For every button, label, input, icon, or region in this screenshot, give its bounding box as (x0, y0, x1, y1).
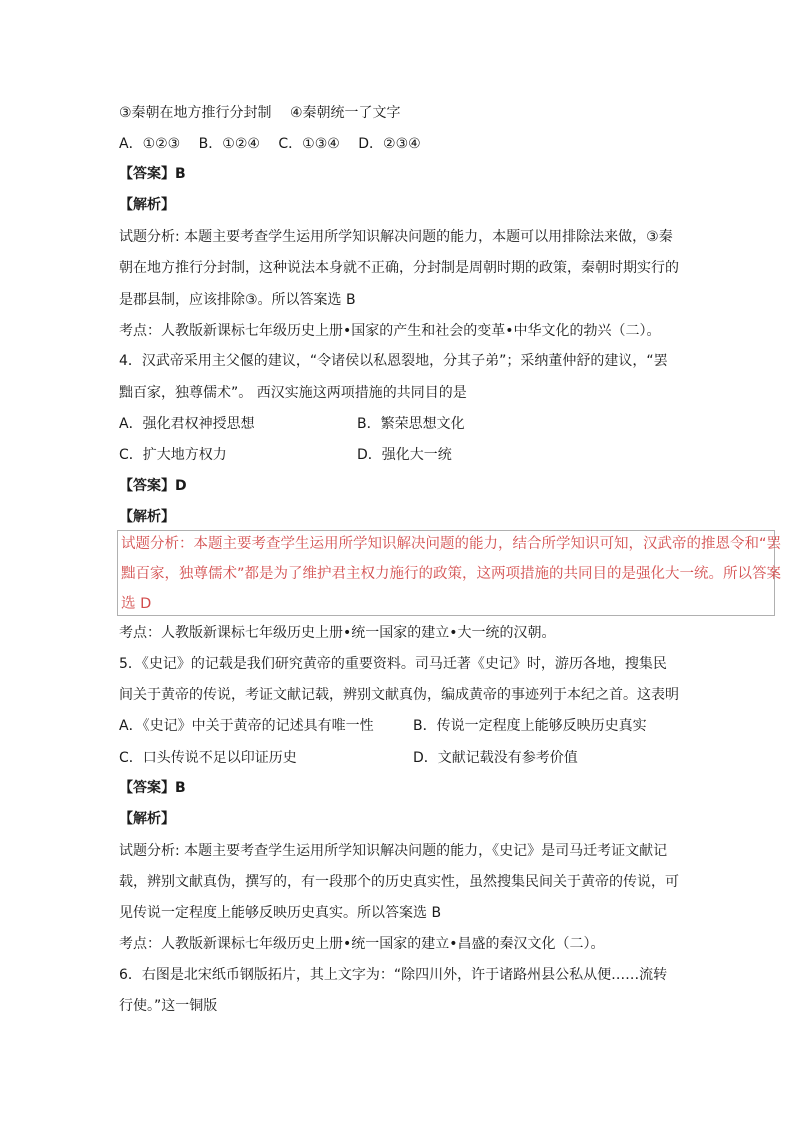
q5-stem-line-1: 5．《史记》的记载是我们研究黄帝的重要资料。司马迁著《史记》时，游历各地，搜集民 (119, 656, 667, 672)
q4-analysis-line-2: 黜百家，独尊儒术”都是为了维护君主权力施行的政策，这两项措施的共同目的是强化大一统。所以答案 (121, 566, 782, 582)
q4-kaodian: 考点：人教版新课标七年级历史上册•统一国家的建立•大一统的汉朝。 (119, 625, 556, 641)
q5-analysis-line-2: 载，辨别文献真伪，撰写的，有一段那个的历史真实性，虽然搜集民间关于黄帝的传说，可 (119, 874, 679, 890)
q3-kaodian: 考点：人教版新课标七年级历史上册•国家的产生和社会的变革•中华文化的勃兴（二）。 (119, 323, 661, 339)
q4-answer: 【答案】D (119, 478, 187, 494)
q4-option-a: A．强化君权神授思想 (119, 416, 255, 432)
q4-option-c: C．扩大地方权力 (119, 447, 227, 463)
q5-stem-line-2: 间关于黄帝的传说，考证文献记载，辨别文献真伪，编成黄帝的事迹列于本纪之首。这表明 (119, 687, 679, 703)
q5-analysis-label: 【解析】 (119, 811, 175, 827)
q5-analysis-line-3: 见传说一定程度上能够反映历史真实。所以答案选 B (119, 905, 442, 921)
q3-analysis-line-1: 试题分析: 本题主要考查学生运用所学知识解决问题的能力，本题可以用排除法来做，③秦 (119, 229, 673, 245)
q4-analysis-label: 【解析】 (119, 509, 175, 525)
q4-option-d: D．强化大一统 (357, 447, 452, 463)
q3-answer: 【答案】B (119, 166, 186, 182)
q3-choices: A．①②③ B．①②④ C．①③④ D．②③④ (119, 136, 421, 152)
q4-option-b: B．繁荣思想文化 (357, 416, 465, 432)
q4-stem-line-1: 4．汉武帝采用主父偃的建议，“令诸侯以私恩裂地，分其子弟”；采纳董仲舒的建议，“罢 (119, 353, 668, 369)
q6-stem-line-2: 行使。”这一铜版 (119, 998, 218, 1014)
q5-answer: 【答案】B (119, 780, 186, 796)
q4-analysis-line-1: 试题分析：本题主要考查学生运用所学知识解决问题的能力，结合所学知识可知，汉武帝的推恩令和“罢 (121, 536, 782, 552)
q5-option-b: B．传说一定程度上能够反映历史真实 (413, 718, 647, 734)
q5-option-a: A．《史记》中关于黄帝的记述具有唯一性 (119, 718, 374, 734)
q6-stem-line-1: 6．右图是北宋纸币钢版拓片，其上文字为：“除四川外，许于诸路州县公私从便……流转 (119, 967, 668, 983)
q3-analysis-line-3: 是郡县制，应该排除③。所以答案选 B (119, 292, 356, 308)
q4-stem-line-2: 黜百家，独尊儒术”。 西汉实施这两项措施的共同目的是 (119, 385, 467, 401)
q5-kaodian: 考点：人教版新课标七年级历史上册•统一国家的建立•昌盛的秦汉文化（二）。 (119, 936, 605, 952)
q5-option-c: C．口头传说不足以印证历史 (119, 750, 297, 766)
q3-analysis-label: 【解析】 (119, 197, 175, 213)
q4-analysis-line-3: 选 D (121, 596, 152, 612)
q5-option-d: D．文献记载没有参考价值 (413, 750, 578, 766)
q3-analysis-line-2: 朝在地方推行分封制，这种说法本身就不正确，分封制是周朝时期的政策，秦朝时期实行的 (119, 260, 679, 276)
q5-analysis-line-1: 试题分析: 本题主要考查学生运用所学知识解决问题的能力，《史记》是司马迁考证文献记 (119, 843, 668, 859)
q3-options-tail: ③秦朝在地方推行分封制 ④秦朝统一了文字 (119, 105, 401, 121)
